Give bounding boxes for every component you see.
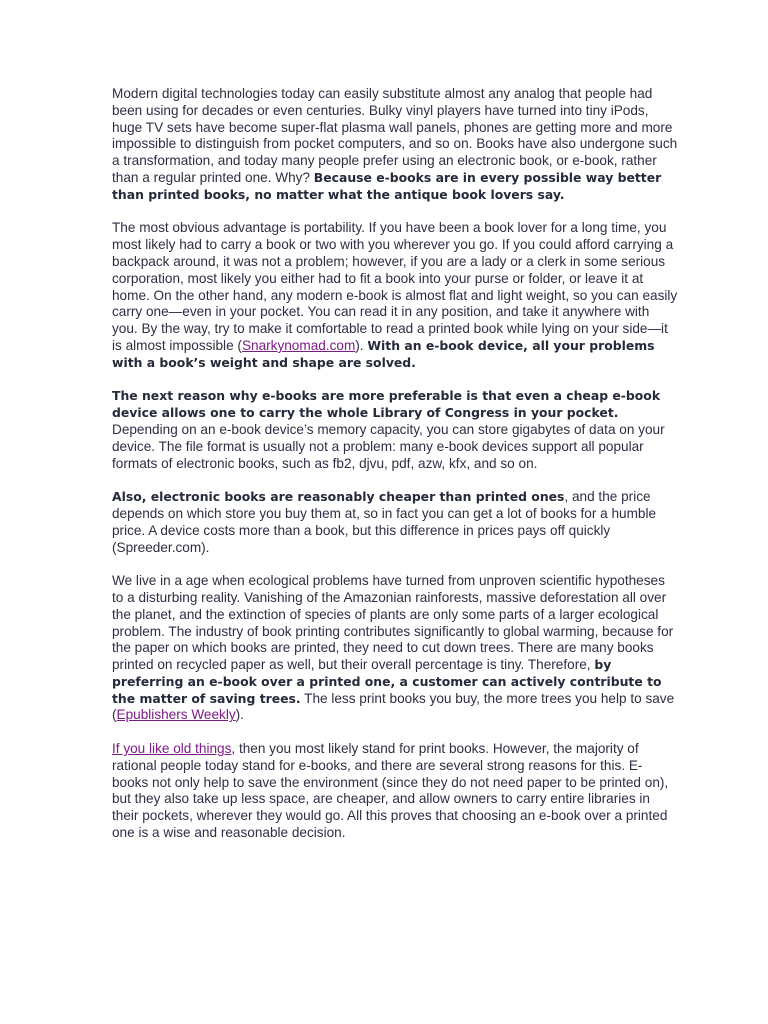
paragraph-storage <box>112 388 678 472</box>
bold-claim: The next reason why e-books are more preferable is that even a cheap e-book device allows one to carry the whole Library of Congress in your pocket. <box>112 388 661 421</box>
paragraph-text: The less print books you buy, the more trees you help to save ( <box>112 690 675 723</box>
paragraph-text: Modern digital technologies today can easily substitute almost any analog that people had been using for decades or even centuries. Bulky vinyl players have turned into tiny iPods, huge TV sets have become super-flat plasma wall panels, phones are getting more and more impossible to distinguish from pocket computers, and so on. Books have also undergone such a transformation, and today many people prefer using an electronic book, or e-book, rather than a regular printed one. Why? <box>112 86 678 185</box>
paragraph-ecology <box>112 573 678 724</box>
paragraph-text: Depending on an e-book device’s memory capacity, you can store gigabytes of data on your device. The file format is usually not a problem: many e-book devices support all popular formats of electronic books, such as fb2, djvu, pdf, azw, kfx, and so on. <box>112 421 665 471</box>
bold-claim: Also, electronic books are reasonably cheaper than printed ones <box>112 489 565 505</box>
link-epublishers-weekly[interactable]: Epublishers Weekly <box>116 707 236 723</box>
paragraph-text: , then you most likely stand for print books. However, the majority of rational people today stand for e-books, and there are several strong reasons for this. E-books not only help to save the environment (since they do not need paper to be printed on), but they also take up less space, are cheaper, and allow owners to carry entire libraries in their pockets, wherever they would go. All this proves that choosing an e-book over a printed one is a wise and reasonable decision. <box>112 741 669 841</box>
paragraph-price <box>112 489 678 556</box>
bold-claim: by preferring an e-book over a printed one, a customer can actively contribute to the matter of saving trees. <box>112 657 662 706</box>
paragraph-intro <box>112 86 678 204</box>
link-snarkynomad[interactable]: Snarkynomad.com <box>241 337 356 353</box>
paragraph-conclusion <box>112 741 678 842</box>
paragraph-text: The most obvious advantage is portability. If you have been a book lover for a long time, you most likely had to carry a book or two with you wherever you go. If you could afford carrying a backpack around, it was not a problem; however, if you are a lady or a clerk in some serious corporation, most likely you either had to fit a book into your purse or folder, or leave it at home. On the other hand, any modern e-book is almost flat and light weight, so you can easily carry one—even in your pocket. You can read it in any position, and take it anywhere with you. By the way, try to make it comfortable to read a printed book while lying on your side—it is almost impossible ( <box>112 220 678 353</box>
paragraph-text: We live in a age when ecological problems have turned from unproven scientific hypotheses to a disturbing reality. Vanishing of the Amazonian rainforests, massive deforestation all over the planet, and the extinction of species of plants are only some parts of a larger ecological problem. The industry of book printing contributes significantly to global warming, because for the paper on which books are printed, they need to cut down trees. There are many books printed on recycled paper as well, but their overall percentage is tiny. Therefore, <box>112 573 674 673</box>
thesis-statement: Because e-books are in every possible way better than printed books, no matter what the antique book lovers say. <box>112 169 662 202</box>
paragraph-portability <box>112 220 678 371</box>
paragraph-text: , and the price depends on which store you buy them at, so in fact you can get a lot of books for a humble price. A device costs more than a book, but this difference in prices pays off quickly (Spreeder.com). <box>112 489 657 555</box>
paragraph-text: ). <box>355 337 368 353</box>
link-old-things[interactable]: If you like old things <box>112 741 232 757</box>
bold-claim: With an e-book device, all your problems with a book’s weight and shape are solved. <box>112 337 655 370</box>
paragraph-text: ). <box>235 707 244 723</box>
